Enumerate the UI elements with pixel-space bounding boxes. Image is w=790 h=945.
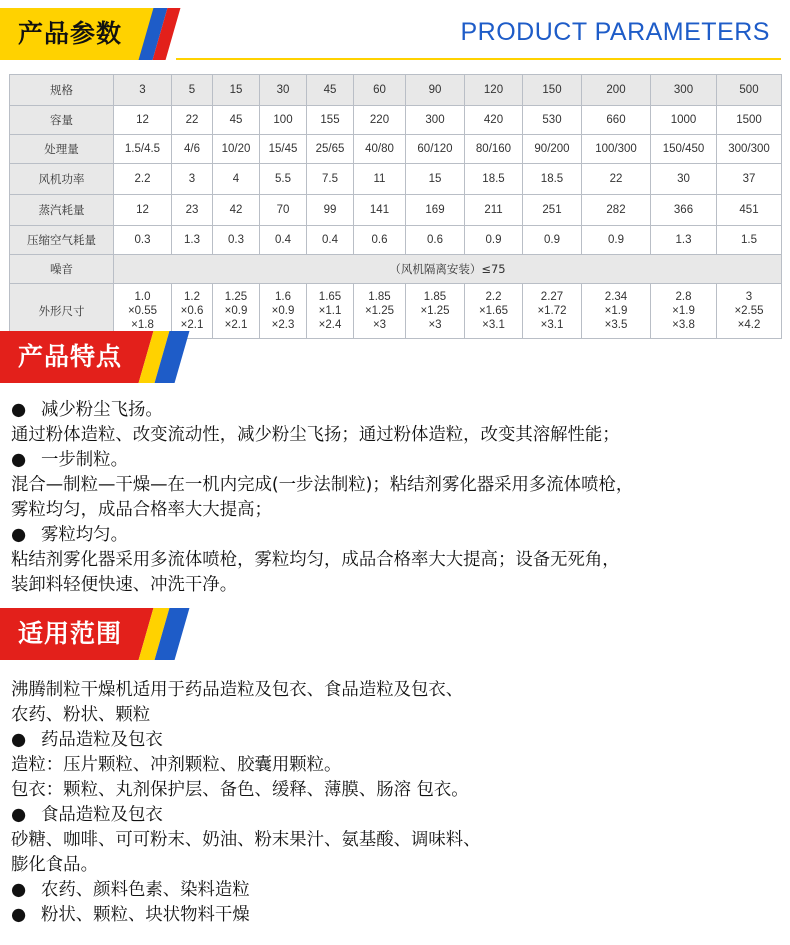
row-steam-consumption	[10, 195, 782, 226]
table-cell: 23	[172, 195, 213, 226]
table-cell: 0.9	[465, 226, 523, 255]
dim-line: 1.85	[368, 291, 391, 303]
table-cell: 5.5	[260, 164, 307, 195]
table-cell: 15/45	[260, 135, 307, 164]
table-cell: 12	[114, 195, 172, 226]
row-label: 噪音	[10, 255, 114, 284]
list-item: 粘结剂雾化器采用多流体喷枪，雾粒均匀，成品合格率大大提高；设备无死角，	[11, 550, 620, 570]
dim-line: ×2.1	[224, 319, 248, 331]
dim-line: ×1.9	[672, 305, 695, 317]
application-scope-badge	[0, 608, 200, 660]
bullet-icon: ●	[11, 905, 27, 925]
table-cell: 4/6	[172, 135, 213, 164]
dim-line: ×3.5	[604, 319, 628, 331]
table-cell: 200	[582, 75, 651, 106]
dim-line: ×1.25	[364, 305, 395, 317]
table-cell: 0.4	[260, 226, 307, 255]
table-cell: 10/20	[213, 135, 260, 164]
table-cell	[582, 284, 651, 339]
row-capacity	[10, 106, 782, 135]
table-cell: 2.2	[114, 164, 172, 195]
bullet-icon: ●	[11, 400, 27, 420]
table-cell: 211	[465, 195, 523, 226]
list-item: 包衣：颗粒、丸剂保护层、备色、缓释、薄膜、肠溶 包衣。	[11, 780, 469, 800]
list-item: ● 农药、颜料色素、染料造粒	[11, 878, 781, 903]
dim-line: 1.85	[423, 291, 447, 303]
table-cell: 1.5	[717, 226, 782, 255]
table-cell: 150/450	[651, 135, 717, 164]
table-cell	[406, 284, 465, 339]
table-cell: 5	[172, 75, 213, 106]
list-item: 雾粒均匀，成品合格率大大提高；	[11, 500, 272, 520]
table-cell: 3	[114, 75, 172, 106]
table-cell: 0.6	[406, 226, 465, 255]
dim-line: ×1.8	[131, 319, 154, 331]
table-cell: 90	[406, 75, 465, 106]
row-label: 蒸汽耗量	[10, 195, 114, 226]
table-cell: 18.5	[465, 164, 523, 195]
dim-line: ×2.55	[734, 305, 764, 317]
table-cell: 45	[213, 106, 260, 135]
table-cell: 100/300	[582, 135, 651, 164]
table-cell: 220	[354, 106, 406, 135]
list-item: 砂糖、咖啡、可可粉末、奶油、粉末果汁、氨基酸、调味料、	[11, 830, 481, 850]
table-cell: 120	[465, 75, 523, 106]
table-cell: 500	[717, 75, 782, 106]
table-cell: 11	[354, 164, 406, 195]
section-title-scope: 适用范围	[18, 619, 123, 648]
table-cell	[465, 284, 523, 339]
table-cell: 100	[260, 106, 307, 135]
row-noise	[10, 255, 782, 284]
product-parameters-badge	[0, 8, 190, 60]
table-cell: 45	[307, 75, 354, 106]
dim-line: 1.0	[134, 291, 151, 303]
table-cell: 282	[582, 195, 651, 226]
bullet-icon: ●	[11, 880, 27, 900]
noise-cell: （风机隔离安装）≤75	[114, 255, 782, 284]
dim-line: ×3.8	[672, 319, 695, 331]
parameters-table	[9, 74, 782, 339]
table-cell: 150	[523, 75, 582, 106]
table-cell: 1.3	[651, 226, 717, 255]
table-cell: 12	[114, 106, 172, 135]
list-item: ● 粉状、颗粒、块状物料干燥	[11, 903, 781, 928]
list-item: ● 药品造粒及包衣	[11, 728, 781, 753]
table-cell: 37	[717, 164, 782, 195]
list-item: ● 减少粉尘飞扬。	[11, 398, 781, 423]
features-text	[11, 398, 781, 598]
list-item: 农药、粉状、颗粒	[11, 705, 151, 725]
table-cell: 420	[465, 106, 523, 135]
table-cell	[523, 284, 582, 339]
section-title-english: PRODUCT PARAMETERS	[460, 18, 770, 46]
row-label: 风机功率	[10, 164, 114, 195]
scope-text	[11, 678, 781, 928]
row-label: 压缩空气耗量	[10, 226, 114, 255]
list-item: 造粒：压片颗粒、冲剂颗粒、胶囊用颗粒。	[11, 755, 342, 775]
table-cell: 0.9	[582, 226, 651, 255]
table-cell: 451	[717, 195, 782, 226]
dim-line: 1.25	[224, 291, 248, 303]
list-item: 通过粉体造粒、改变流动性，减少粉尘飞扬；通过粉体造粒，改变其溶解性能；	[11, 425, 620, 445]
table-cell: 0.3	[213, 226, 260, 255]
table-cell: 15	[406, 164, 465, 195]
table-cell: 3	[172, 164, 213, 195]
row-fan-power	[10, 164, 782, 195]
table-cell: 22	[172, 106, 213, 135]
table-cell	[307, 284, 354, 339]
dim-line: ×0.55	[127, 305, 158, 317]
list-item: ● 一步制粒。	[11, 448, 781, 473]
table-cell: 141	[354, 195, 406, 226]
bullet-icon: ●	[11, 525, 27, 545]
row-compressed-air	[10, 226, 782, 255]
table-cell: 169	[406, 195, 465, 226]
table-cell: 40/80	[354, 135, 406, 164]
bullet-icon: ●	[11, 805, 27, 825]
dim-line: ×2.1	[180, 319, 204, 331]
table-cell	[717, 284, 782, 339]
dim-line: ×0.9	[271, 305, 295, 317]
dim-line: ×3.1	[540, 319, 564, 331]
dim-line: ×1.25	[420, 305, 450, 317]
table-cell: 30	[651, 164, 717, 195]
table-cell: 18.5	[523, 164, 582, 195]
table-cell: 30	[260, 75, 307, 106]
table-cell: 530	[523, 106, 582, 135]
section-title-features: 产品特点	[18, 342, 123, 371]
table-cell: 7.5	[307, 164, 354, 195]
table-cell: 42	[213, 195, 260, 226]
list-item: ● 雾粒均匀。	[11, 523, 781, 548]
table-cell: 660	[582, 106, 651, 135]
dim-line: ×1.72	[537, 305, 567, 317]
table-cell: 300	[406, 106, 465, 135]
dim-line: 1.6	[275, 291, 291, 303]
list-item: ● 食品造粒及包衣	[11, 803, 781, 828]
section-title-params: 产品参数	[18, 19, 123, 48]
dim-line: ×4.2	[737, 319, 761, 331]
table-cell: 155	[307, 106, 354, 135]
header-underline	[176, 58, 781, 60]
table-cell: 1.3	[172, 226, 213, 255]
row-specs	[10, 75, 782, 106]
table-cell: 99	[307, 195, 354, 226]
table-cell: 80/160	[465, 135, 523, 164]
table-cell	[213, 284, 260, 339]
dim-line: 2.2	[485, 291, 502, 303]
table-cell: 60	[354, 75, 406, 106]
table-cell	[651, 284, 717, 339]
dim-line: ×2.4	[318, 319, 342, 331]
table-cell: 4	[213, 164, 260, 195]
table-cell	[354, 284, 406, 339]
bullet-icon: ●	[11, 730, 27, 750]
table-cell: 1.5/4.5	[114, 135, 172, 164]
table-cell: 300	[651, 75, 717, 106]
dim-line: 2.8	[675, 291, 692, 303]
dim-line: ×2.3	[271, 319, 295, 331]
table-cell: 70	[260, 195, 307, 226]
dim-line: 2.27	[540, 291, 564, 303]
table-cell: 15	[213, 75, 260, 106]
table-cell: 251	[523, 195, 582, 226]
dim-line: ×3	[428, 319, 442, 331]
list-item: 装卸料轻便快速、冲洗干净。	[11, 575, 238, 595]
product-features-badge	[0, 331, 200, 383]
dim-line: ×1.1	[318, 305, 342, 317]
table-cell	[260, 284, 307, 339]
table-cell: 90/200	[523, 135, 582, 164]
list-item: 混合—制粒—干燥—在一机内完成(一步法制粒)；粘结剂雾化器采用多流体喷枪，	[11, 475, 634, 495]
table-cell: 1500	[717, 106, 782, 135]
row-label: 规格	[10, 75, 114, 106]
table-cell: 60/120	[406, 135, 465, 164]
dim-line: ×3.1	[482, 319, 505, 331]
dim-line: 2.34	[604, 291, 628, 303]
row-throughput	[10, 135, 782, 164]
dim-line: ×1.9	[604, 305, 628, 317]
dim-line: ×1.65	[478, 305, 509, 317]
list-item: 膨化食品。	[11, 855, 98, 875]
bullet-icon: ●	[11, 450, 27, 470]
dim-line: ×3	[372, 319, 387, 331]
table-cell: 25/65	[307, 135, 354, 164]
table-cell: 366	[651, 195, 717, 226]
table-cell: 300/300	[717, 135, 782, 164]
row-label: 外形尺寸	[10, 284, 114, 339]
row-label: 容量	[10, 106, 114, 135]
list-item: 沸腾制粒干燥机适用于药品造粒及包衣、食品造粒及包衣、	[11, 680, 464, 700]
table-cell: 0.3	[114, 226, 172, 255]
table-cell: 0.6	[354, 226, 406, 255]
dim-line: 3	[745, 291, 753, 303]
table-cell: 0.4	[307, 226, 354, 255]
dim-line: 1.2	[184, 291, 200, 303]
dim-line: ×0.6	[180, 305, 204, 317]
dim-line: ×0.9	[224, 305, 248, 317]
dim-line: 1.65	[318, 291, 342, 303]
table-cell: 0.9	[523, 226, 582, 255]
row-label: 处理量	[10, 135, 114, 164]
table-cell: 22	[582, 164, 651, 195]
table-cell: 1000	[651, 106, 717, 135]
